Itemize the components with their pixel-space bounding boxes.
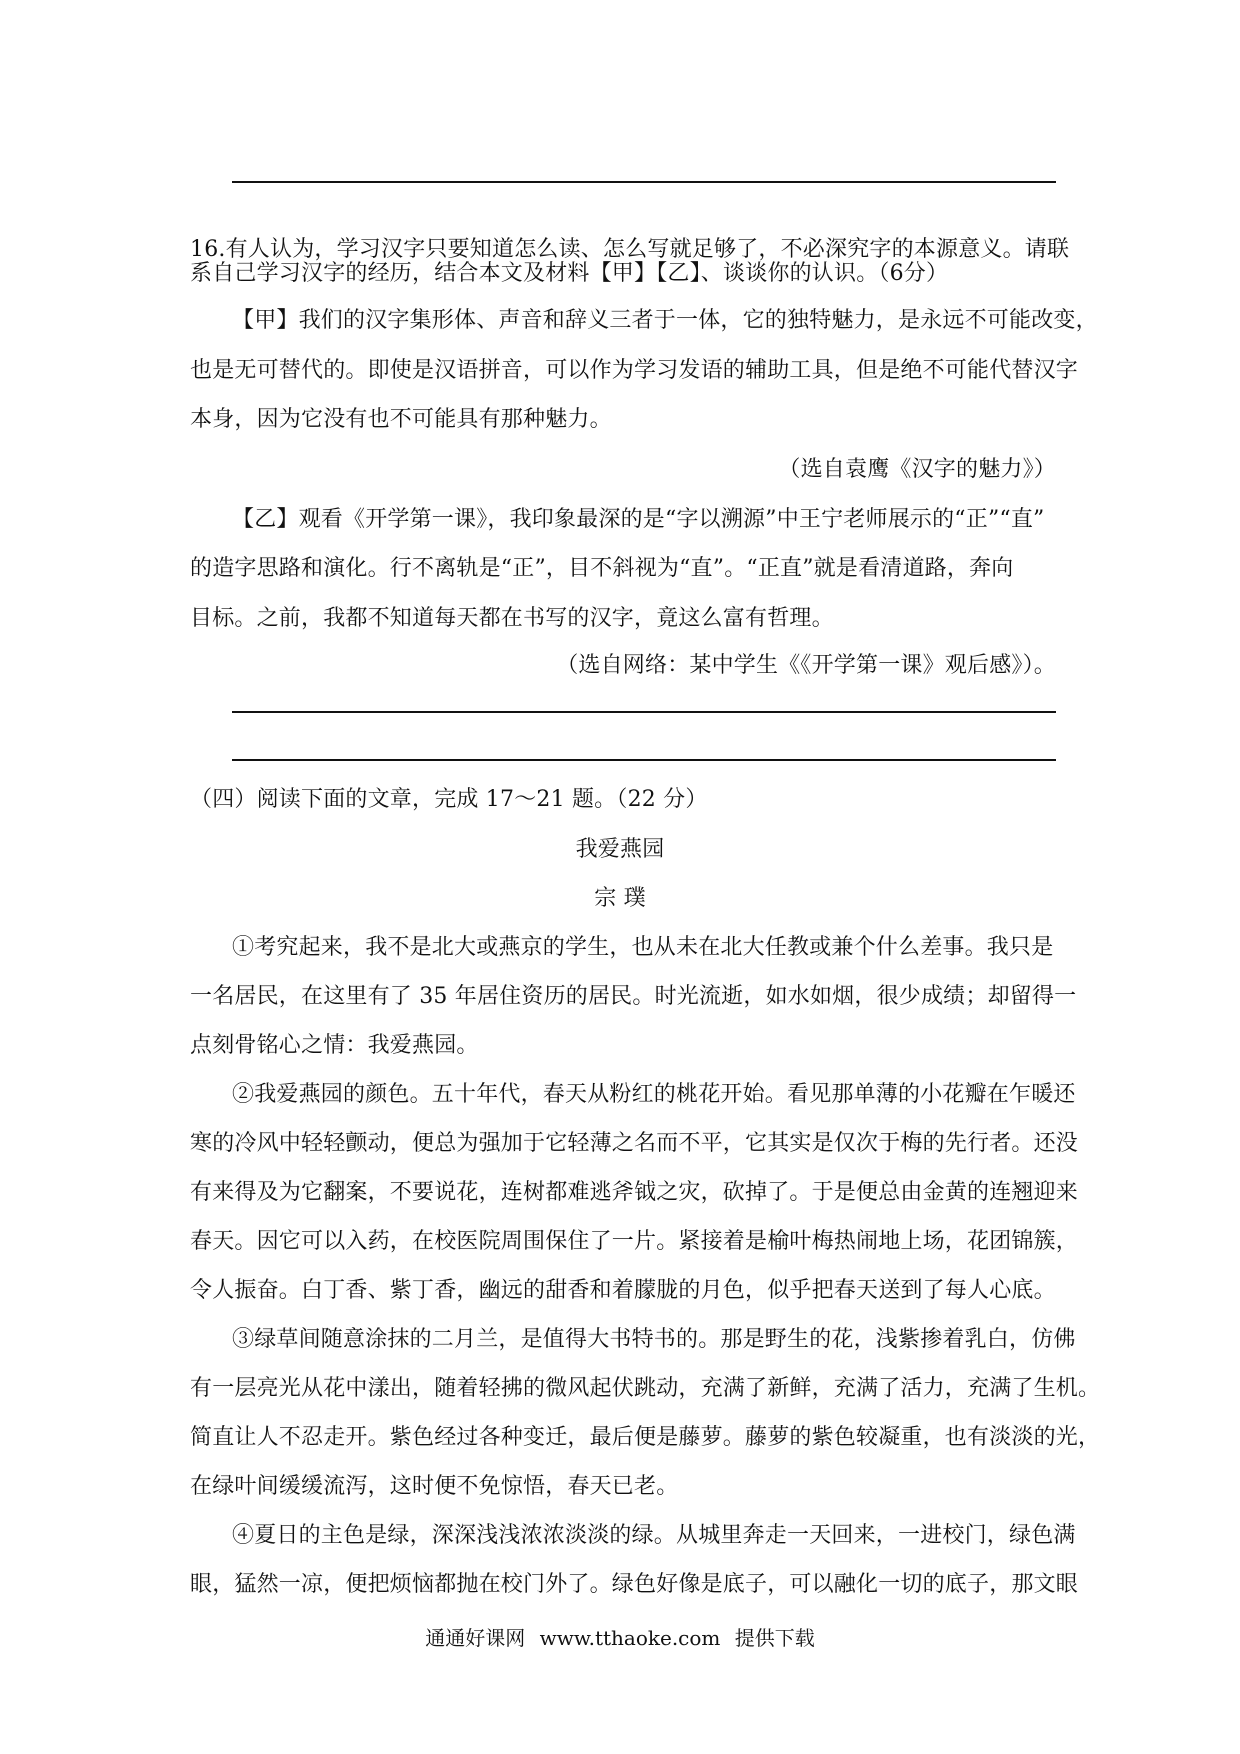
material-jia-text: 【甲】我们的汉字集形体、声音和辞义三者于一体，它的独特魅力，是永远不可能改变，: [232, 308, 1098, 333]
article-author: 宗 璞: [594, 886, 646, 911]
page-footer: [0, 1624, 1240, 1652]
paragraph-line: ②我爱燕园的颜色。五十年代，春天从粉红的桃花开始。看见那单薄的小花瓣在乍暖还: [232, 1082, 1076, 1107]
section-heading: （四）阅读下面的文章，完成 17～21 题。（22 分）: [190, 787, 708, 812]
article-title: 我爱燕园: [575, 837, 665, 862]
paragraph-line: 一名居民，在这里有了 35 年居住资历的居民。时光流逝，如水如烟，很少成绩；却留得一: [190, 984, 1077, 1009]
material-yi-text: 目标。之前，我都不知道每天都在书写的汉字，竟这么富有哲理。: [190, 606, 834, 631]
paragraph-line: 有来得及为它翻案，不要说花，连树都难逃斧钺之灾，砍掉了。于是便总由金黄的连翘迎来: [190, 1180, 1079, 1205]
answer-line: [232, 181, 1056, 183]
footer-suffix: 提供下载: [734, 1626, 815, 1650]
paragraph-line: ④夏日的主色是绿，深深浅浅浓浓淡淡的绿。从城里奔走一天回来，一进校门，绿色满: [232, 1523, 1076, 1548]
material-yi-text: 的造字思路和演化。行不离轨是“正”，目不斜视为“直”。“正直”就是看清道路，奔向: [190, 556, 1014, 581]
paragraph-line: 在绿叶间缓缓流泻，这时便不免惊悟，春天已老。: [190, 1474, 679, 1499]
paragraph-line: 令人振奋。白丁香、紫丁香，幽远的甜香和着朦胧的月色，似乎把春天送到了每人心底。: [190, 1278, 1056, 1303]
material-jia-text: 本身，因为它没有也不可能具有那种魅力。: [190, 407, 612, 432]
material-jia-source: （选自袁鹰《汉字的魅力》）: [778, 457, 1056, 482]
paragraph-line: ①考究起来，我不是北大或燕京的学生，也从未在北大任教或兼个什么差事。我只是: [232, 935, 1054, 960]
question-16-text: 16.有人认为，学习汉字只要知道怎么读、怎么写就足够了，不必深究字的本源意义。请联: [190, 237, 1070, 262]
question-16-text: 系自己学习汉字的经历，结合本文及材料【甲】【乙】、谈谈你的认识。（6分）: [190, 261, 949, 286]
paragraph-line: 眼，猛然一凉，便把烦恼都抛在校门外了。绿色好像是底子，可以融化一切的底子，那文眼: [190, 1572, 1079, 1597]
answer-line: [232, 711, 1056, 713]
paragraph-line: 寒的冷风中轻轻颤动，便总为强加于它轻薄之名而不平，它其实是仅次于梅的先行者。还没: [190, 1131, 1079, 1156]
footer-site-name: 通通好课网: [425, 1626, 526, 1650]
material-jia-text: 也是无可替代的。即使是汉语拼音，可以作为学习发语的辅助工具，但是绝不可能代替汉字: [190, 358, 1079, 383]
paragraph-line: 简直让人不忍走开。紫色经过各种变迁，最后便是藤萝。藤萝的紫色较凝重，也有淡淡的光，: [190, 1425, 1101, 1450]
answer-line: [232, 759, 1056, 761]
material-yi-text: 【乙】观看《开学第一课》，我印象最深的是“字以溯源”中王宁老师展示的“正”“直”: [232, 507, 1045, 532]
material-yi-source: （选自网络：某中学生《《开学第一课》观后感》）。: [556, 653, 1056, 678]
footer-url[interactable]: www.tthaoke.com: [539, 1626, 721, 1650]
paragraph-line: 春天。因它可以入药，在校医院周围保住了一片。紧接着是榆叶梅热闹地上场，花团锦簇，: [190, 1229, 1079, 1254]
paragraph-line: 有一层亮光从花中漾出，随着轻拂的微风起伏跳动，充满了新鲜，充满了活力，充满了生机。: [190, 1376, 1101, 1401]
paragraph-line: ③绿草间随意涂抹的二月兰，是值得大书特书的。那是野生的花，浅紫掺着乳白，仿佛: [232, 1327, 1076, 1352]
paragraph-line: 点刻骨铭心之情：我爱燕园。: [190, 1033, 479, 1058]
